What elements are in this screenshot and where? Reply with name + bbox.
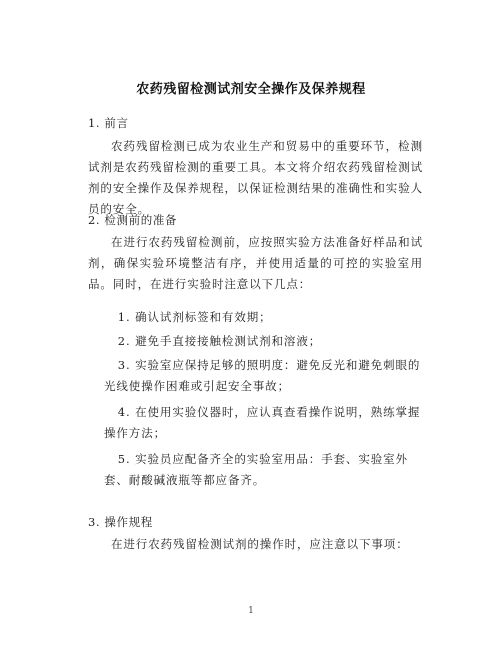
list-item: 5. 实验员应配备齐全的实验室用品：手套、实验室外套、耐酸碱液瓶等都应备齐。	[104, 452, 408, 487]
page-number: 1	[248, 606, 254, 616]
document-title: 农药残留检测试剂安全操作及保养规程	[136, 82, 366, 97]
section-1-paragraph: 农药残留检测已成为农业生产和贸易中的重要环节，检测试剂是农药残留检测的重要工具。本文将介绍农药残留检测试剂的安全操作及保养规程，以保证检测结果的准确性和实验人员的安全。	[88, 139, 423, 216]
list-item: 3. 实验室应保持足够的照明度：避免反光和避免刺眼的光线使操作困难或引起安全事故；	[104, 358, 421, 393]
section-heading-2: 2. 检测前的准备	[88, 213, 178, 227]
section-3-paragraph: 在进行农药残留检测试剂的操作时，应注意以下事项：	[111, 537, 409, 551]
section-2-paragraph: 在进行农药残留检测前，应按照实验方法准备好样品和试剂，确保实验环境整洁有序，并使用适量的可控的实验室用品。同时，在进行实验时注意以下几点：	[88, 235, 423, 291]
list-item: 2. 避免手直接接触检测试剂和溶液；	[117, 334, 322, 348]
section-heading-3: 3. 操作规程	[88, 515, 153, 529]
list-item: 4. 在使用实验仪器时，应认真查看操作说明，熟练掌握操作方法；	[104, 405, 421, 440]
list-item: 1. 确认试剂标签和有效期；	[117, 310, 272, 324]
section-heading-1: 1. 前言	[88, 116, 129, 130]
